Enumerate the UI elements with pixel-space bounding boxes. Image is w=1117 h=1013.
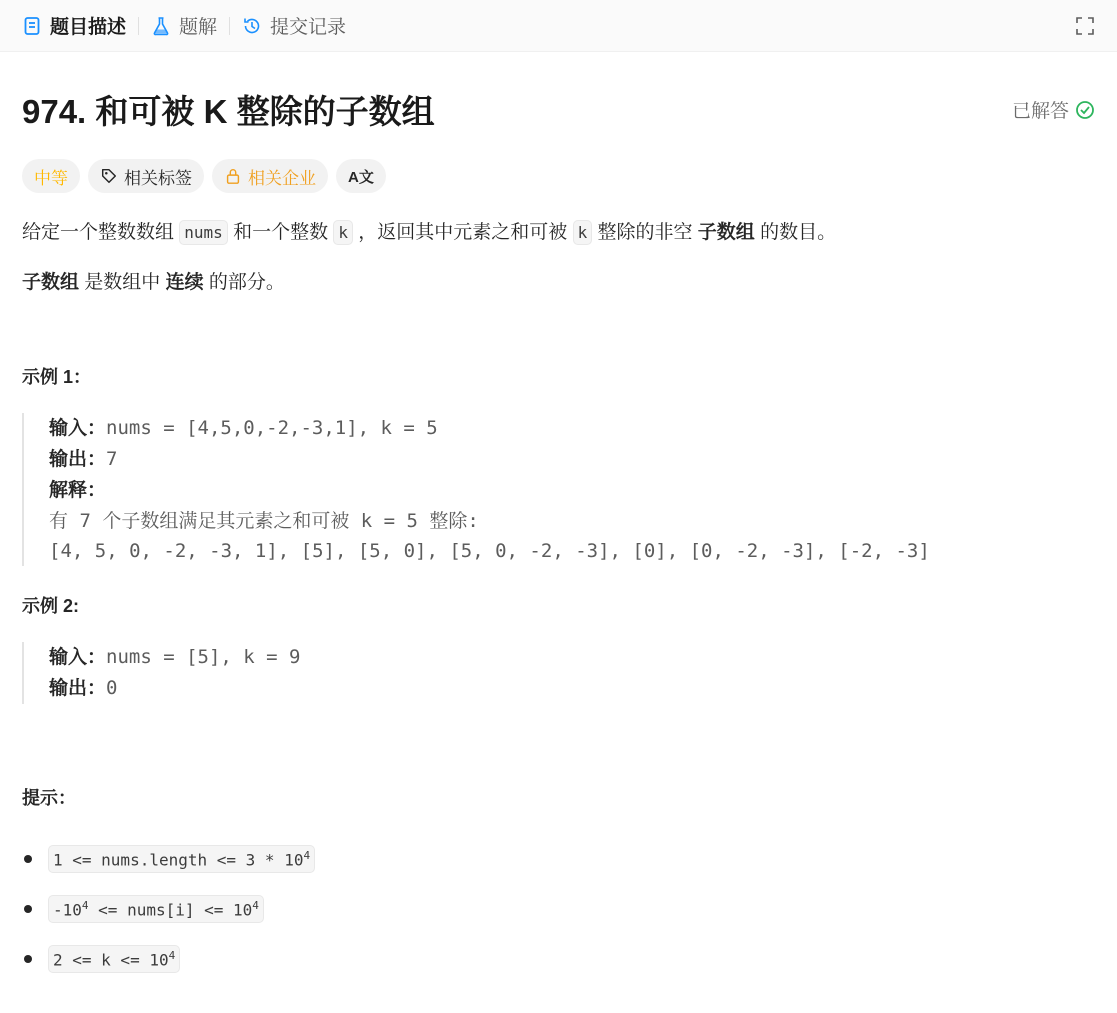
hints-list: [22, 834, 1095, 984]
fullscreen-icon[interactable]: [1075, 16, 1095, 36]
tab-solutions-label: 题解: [179, 17, 218, 38]
related-tags-label: 相关标签: [124, 168, 192, 188]
related-companies-label: 相关企业: [248, 168, 316, 188]
list-item: [22, 884, 1095, 934]
superscript: 4: [81, 898, 89, 912]
input-label: 输入：: [49, 418, 107, 439]
bold-text: 子数组: [697, 222, 755, 243]
description-paragraph-1: [22, 217, 1095, 249]
text: 是数组中: [79, 272, 166, 293]
description-paragraph-2: [22, 267, 1095, 299]
hint-code: [48, 895, 264, 923]
lock-icon: [224, 167, 242, 185]
hint-text: -10: [53, 900, 82, 920]
example-1-explain-line-1: 有 7 个子数组满足其元素之和可被 k = 5 整除:: [49, 510, 479, 532]
related-companies-button[interactable]: [212, 159, 328, 193]
text: 的部分。: [203, 272, 285, 293]
problem-title[interactable]: 974. 和可被 K 整除的子数组: [22, 93, 435, 130]
check-circle-icon: [1075, 100, 1095, 120]
bullet: [24, 855, 32, 863]
hint-code: [48, 945, 180, 973]
bold-text: 子数组: [22, 272, 80, 293]
related-tags-button[interactable]: [88, 159, 204, 193]
output-value: 0: [106, 677, 118, 699]
output-value: 7: [106, 448, 118, 470]
list-item: [22, 834, 1095, 884]
hint-text: 2 <= k <= 10: [53, 950, 169, 970]
hint-text: 1 <= nums.length <= 3 * 10: [53, 850, 304, 870]
difficulty-badge: 中等: [22, 159, 80, 193]
superscript: 4: [303, 848, 311, 862]
input-value: nums = [4,5,0,-2,-3,1], k = 5: [106, 417, 438, 439]
example-1-output: [49, 444, 1095, 475]
explain-label: 解释：: [49, 480, 107, 501]
input-label: 输入：: [49, 647, 107, 668]
tab-bar: [0, 0, 1117, 52]
example-2-block: [22, 642, 1095, 704]
bullet: [24, 955, 32, 963]
example-1-explain: [49, 475, 1095, 506]
list-item: [22, 934, 1095, 984]
tab-solutions[interactable]: [145, 0, 223, 52]
inline-code: nums: [179, 220, 228, 245]
tag-row: [22, 159, 1095, 193]
output-label: 输出：: [49, 449, 107, 470]
superscript: 4: [168, 948, 176, 962]
text: 和一个整数: [227, 222, 334, 243]
problem-content: [0, 86, 1117, 984]
tab-separator: [138, 17, 139, 35]
history-icon: [242, 16, 262, 36]
tab-submissions-label: 提交记录: [270, 17, 347, 38]
input-value: nums = [5], k = 9: [106, 646, 301, 668]
text: 整除的非空: [592, 222, 698, 243]
example-2-output: [49, 673, 1095, 704]
tab-separator: [229, 17, 230, 35]
title-row: [22, 86, 1095, 133]
text: ，返回其中元素之和可被: [353, 222, 573, 243]
tag-icon: [100, 167, 118, 185]
hints-title: 提示：: [22, 788, 76, 808]
solved-label: 已解答: [1011, 101, 1069, 122]
example-1-title: 示例 1：: [22, 367, 92, 387]
bullet: [24, 905, 32, 913]
translate-icon: A文: [348, 168, 374, 186]
solved-status: [1012, 96, 1095, 123]
tab-description[interactable]: [16, 0, 132, 52]
tab-submissions[interactable]: [236, 0, 352, 52]
hint-text: <= nums[i] <= 10: [88, 900, 253, 920]
superscript: 4: [252, 898, 259, 912]
inline-code: k: [333, 220, 353, 245]
document-icon: [22, 16, 42, 36]
example-2-input: [49, 642, 1095, 673]
text: 给定一个整数数组: [22, 222, 180, 243]
tab-description-label: 题目描述: [50, 17, 127, 38]
hint-code: [48, 845, 315, 873]
example-1-block: [22, 413, 1095, 566]
text: 的数目。: [754, 222, 837, 243]
inline-code: k: [573, 220, 593, 245]
example-1-input: [49, 413, 1095, 444]
bold-text: 连续: [165, 272, 204, 293]
output-label: 输出：: [49, 678, 107, 699]
flask-icon: [151, 16, 171, 36]
translate-button[interactable]: [336, 159, 386, 193]
example-2-title: 示例 2:: [22, 596, 80, 616]
example-1-explain-line-2: [4, 5, 0, -2, -3, 1], [5], [5, 0], [5, 0, -2, -3], [0], [0, -2, -3], [-2, -3]: [49, 540, 930, 562]
